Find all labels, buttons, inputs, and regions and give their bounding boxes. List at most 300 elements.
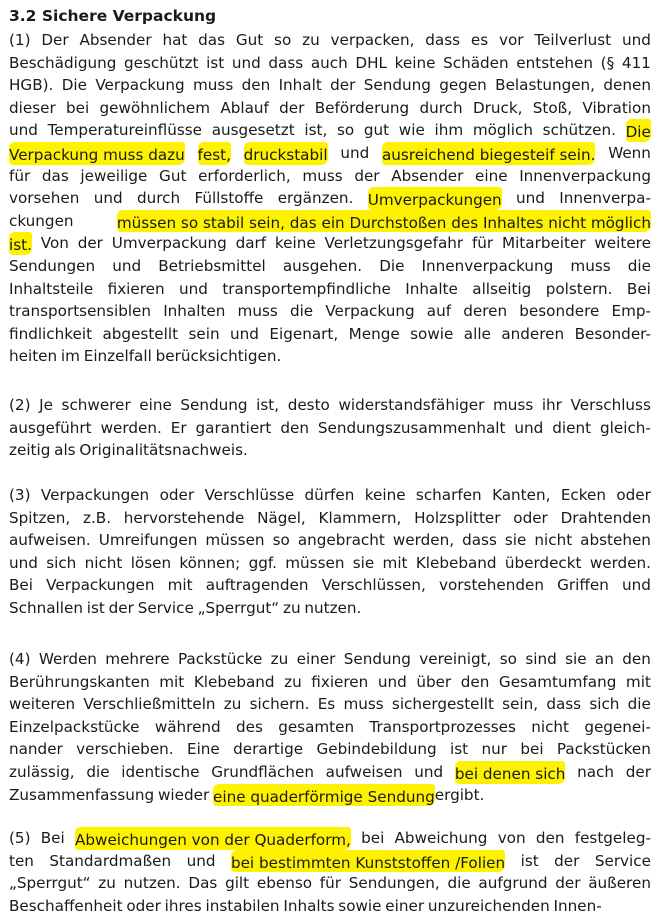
word: zulässig, bbox=[9, 762, 75, 781]
word: nander bbox=[9, 740, 63, 759]
word: Sendungen, bbox=[348, 874, 440, 893]
word: dient bbox=[552, 418, 592, 437]
word: Werden bbox=[38, 650, 97, 668]
word: Einzelpackstücke bbox=[9, 717, 140, 736]
word: so bbox=[274, 31, 292, 49]
word: so bbox=[272, 531, 290, 550]
word: darf bbox=[235, 234, 267, 253]
text-line bbox=[9, 484, 651, 507]
word: nutzen. bbox=[123, 874, 181, 893]
word: mit bbox=[167, 576, 193, 595]
paragraph-3 bbox=[9, 484, 651, 620]
word: dass bbox=[268, 53, 304, 72]
word: keine bbox=[394, 53, 436, 72]
word: hervorstehende bbox=[123, 508, 245, 527]
word: Die bbox=[61, 76, 87, 95]
paragraph-5 bbox=[9, 827, 651, 917]
text-line bbox=[9, 827, 651, 850]
word: der bbox=[625, 762, 651, 781]
word: Innenverpa- bbox=[559, 189, 651, 208]
word: Verschluss bbox=[570, 396, 651, 414]
word: der bbox=[330, 76, 356, 95]
word: und bbox=[516, 189, 545, 208]
word: Teilverlust bbox=[534, 31, 612, 49]
word: und bbox=[340, 143, 370, 162]
word: z.B. bbox=[82, 508, 112, 527]
word: Verschlüsse bbox=[204, 486, 295, 504]
text-line bbox=[9, 74, 651, 97]
text-line bbox=[9, 552, 651, 575]
highlighted-text: müssen so stabil sein, das ein Durchstoßen des Inhaltes nicht möglich bbox=[117, 210, 651, 233]
word: Gut bbox=[235, 31, 264, 49]
word: werden. bbox=[100, 418, 162, 437]
text-line bbox=[9, 671, 651, 694]
word: zu bbox=[282, 598, 301, 617]
word: so bbox=[336, 121, 355, 140]
word: werden, bbox=[392, 531, 455, 550]
word: Schnallen bbox=[9, 598, 83, 617]
text-line bbox=[9, 300, 651, 323]
text-line bbox=[9, 278, 651, 301]
text-line bbox=[9, 738, 651, 761]
highlighted-text: ausreichend biegesteif sein. bbox=[382, 142, 595, 165]
word: ist, bbox=[256, 396, 280, 414]
word: denen bbox=[603, 76, 651, 95]
word: Abweichung bbox=[394, 829, 488, 847]
word: entstehen bbox=[516, 53, 594, 72]
word: Service bbox=[594, 851, 651, 870]
word: müssen bbox=[285, 553, 345, 572]
word: (1) bbox=[9, 31, 31, 49]
text-line bbox=[9, 52, 651, 75]
word: von bbox=[497, 829, 526, 847]
word: vorsehen bbox=[9, 189, 80, 208]
text-line bbox=[9, 417, 651, 440]
word: muss bbox=[193, 76, 234, 95]
word: (4) bbox=[9, 650, 31, 668]
word: derartige bbox=[233, 740, 304, 759]
word: mit bbox=[625, 672, 651, 691]
section-heading: 3.2 Sichere Verpackung bbox=[9, 7, 217, 25]
text-line bbox=[9, 693, 651, 716]
word: sichern. bbox=[249, 695, 310, 714]
word: überdeckt bbox=[504, 553, 582, 572]
highlighted-text: druckstabil bbox=[244, 142, 328, 165]
word: ggf. bbox=[248, 553, 277, 572]
word: sowie bbox=[338, 896, 382, 915]
word: (5) bbox=[9, 829, 31, 847]
word: Beschädigung bbox=[9, 53, 117, 72]
text-line bbox=[9, 119, 651, 142]
word: anderen bbox=[501, 324, 565, 343]
word: identische bbox=[121, 762, 200, 781]
word: Kanten, bbox=[492, 486, 551, 504]
word: angebracht bbox=[297, 531, 385, 550]
word: möglich bbox=[472, 121, 533, 140]
word: Ecken bbox=[560, 486, 606, 504]
word: scharfen bbox=[415, 486, 482, 504]
word: Inhalte bbox=[405, 279, 458, 298]
word: Beförderung bbox=[314, 98, 410, 117]
word: muss bbox=[237, 302, 278, 321]
word: Verpackungen bbox=[46, 576, 155, 595]
word: an bbox=[594, 650, 614, 668]
word: durch bbox=[419, 98, 463, 117]
word: widerstandsfähiger bbox=[338, 396, 485, 414]
word: als bbox=[54, 441, 76, 460]
word: Beschaffenheit bbox=[9, 896, 123, 915]
highlighted-text: Die bbox=[626, 119, 651, 142]
word: gewöhnlichem bbox=[99, 98, 211, 117]
word: fixieren bbox=[107, 279, 165, 298]
word: berücksichtigen. bbox=[155, 347, 282, 366]
word: deren bbox=[463, 302, 508, 321]
text-line bbox=[9, 97, 651, 120]
word: unzureichenden bbox=[427, 896, 550, 915]
word: Verpackung bbox=[325, 302, 415, 321]
word: Je bbox=[39, 396, 53, 414]
word: keine bbox=[274, 234, 316, 253]
word: Verschlüssen, bbox=[321, 576, 426, 595]
word: des bbox=[235, 717, 263, 736]
word: jeweilige bbox=[80, 166, 148, 185]
highlighted-text: Verpackung muss dazu bbox=[9, 142, 185, 165]
word: Belastungen, bbox=[495, 76, 596, 95]
text-line bbox=[9, 345, 651, 368]
text-line bbox=[9, 850, 651, 873]
word: Bei bbox=[626, 279, 651, 298]
word: Es bbox=[317, 695, 336, 714]
word: vor bbox=[499, 31, 524, 49]
word: sich bbox=[46, 553, 77, 572]
word: ihres bbox=[164, 896, 202, 915]
word: Inhalten bbox=[163, 302, 226, 321]
word: einer bbox=[385, 896, 425, 915]
word: und bbox=[112, 256, 142, 275]
text-line bbox=[9, 142, 651, 165]
word: Spitzen, bbox=[9, 508, 71, 527]
word: eine bbox=[475, 166, 508, 185]
word: dass bbox=[462, 531, 497, 550]
word: einer bbox=[296, 650, 336, 668]
word: hat bbox=[162, 31, 188, 49]
word: wieder bbox=[157, 785, 210, 804]
word: festgeleg- bbox=[574, 829, 651, 847]
word: ist bbox=[450, 740, 469, 759]
word: nur bbox=[481, 740, 507, 759]
word: DHL bbox=[355, 53, 387, 72]
word: Holzsplitter bbox=[414, 508, 501, 527]
word: und bbox=[514, 418, 544, 437]
word: und bbox=[231, 53, 261, 72]
word: ebenso bbox=[256, 874, 313, 893]
word: ist, bbox=[304, 121, 328, 140]
word: heiten bbox=[9, 347, 58, 366]
word: gegen bbox=[439, 76, 487, 95]
word: ausgehen. bbox=[282, 256, 363, 275]
highlighted-text: ist. bbox=[9, 232, 32, 255]
text-line bbox=[9, 187, 651, 210]
word: und bbox=[186, 851, 216, 870]
word: Stoß, bbox=[532, 98, 573, 117]
word: transportempfindliche bbox=[222, 279, 391, 298]
word: müssen bbox=[205, 531, 265, 550]
text-line bbox=[9, 574, 651, 597]
paragraph-4 bbox=[9, 648, 651, 806]
word: ihr bbox=[541, 396, 562, 414]
word: fixieren bbox=[311, 672, 369, 691]
text-line bbox=[9, 165, 651, 188]
word: zu bbox=[270, 650, 289, 668]
word: sein, bbox=[502, 695, 539, 714]
text-line bbox=[9, 29, 651, 52]
word: Service bbox=[137, 598, 194, 617]
word: Inhalt bbox=[278, 76, 322, 95]
word: den bbox=[280, 418, 309, 437]
word: während bbox=[154, 717, 221, 736]
word: HGB). bbox=[9, 76, 54, 95]
word: äußeren bbox=[588, 874, 651, 893]
word: schützen. bbox=[542, 121, 616, 140]
word: Absender bbox=[391, 166, 464, 185]
word: Zusammenfassung bbox=[9, 785, 155, 804]
word: geschützt bbox=[124, 53, 199, 72]
word: auch bbox=[310, 53, 348, 72]
word: auf bbox=[426, 302, 452, 321]
word: der bbox=[108, 598, 134, 617]
word: ausgesetzt bbox=[211, 121, 295, 140]
text-line bbox=[9, 716, 651, 739]
word: gegenei- bbox=[584, 717, 651, 736]
word: abgestellt bbox=[102, 324, 179, 343]
word: muss bbox=[492, 396, 534, 414]
word: eine bbox=[139, 396, 172, 414]
word: es bbox=[470, 31, 489, 49]
paragraph-2 bbox=[9, 394, 651, 462]
word: nicht bbox=[534, 531, 573, 550]
word: sein bbox=[188, 324, 220, 343]
highlighted-text: bei denen sich bbox=[455, 761, 566, 784]
word: so bbox=[499, 650, 517, 668]
word: zeitig bbox=[9, 441, 51, 460]
word: muss bbox=[302, 166, 343, 185]
word: „Sperrgut“ bbox=[9, 874, 91, 893]
word: Füllstoffe bbox=[194, 189, 264, 208]
word: ergänzen. bbox=[277, 189, 354, 208]
word: Innenverpackung bbox=[421, 256, 554, 275]
word: werden. bbox=[589, 553, 651, 572]
word: der bbox=[555, 874, 581, 893]
word: keine bbox=[364, 486, 406, 504]
word: Verpackung bbox=[95, 76, 185, 95]
word: nach bbox=[577, 762, 615, 781]
word: Einzelfall bbox=[83, 347, 152, 366]
word: und bbox=[414, 762, 444, 781]
word: transportsensiblen bbox=[9, 302, 152, 321]
word: auftragenden bbox=[205, 576, 309, 595]
word: bei bbox=[520, 740, 544, 759]
text-line bbox=[9, 529, 651, 552]
word: Sendung bbox=[363, 76, 431, 95]
word: Mitarbeiter bbox=[501, 234, 586, 253]
word: Inhaltsteile bbox=[9, 279, 94, 298]
word: können; bbox=[179, 553, 241, 572]
word: sie bbox=[504, 531, 527, 550]
word: Innen- bbox=[553, 896, 602, 915]
text-line bbox=[9, 784, 651, 807]
word: Umreifungen bbox=[98, 531, 198, 550]
word: lösen bbox=[130, 553, 172, 572]
word: muss bbox=[343, 695, 384, 714]
word: und bbox=[377, 672, 407, 691]
word: Bei bbox=[9, 576, 33, 595]
word: mit bbox=[159, 672, 185, 691]
word: Sendung bbox=[180, 396, 248, 414]
word: die bbox=[447, 874, 471, 893]
word: der bbox=[77, 234, 103, 253]
word: und bbox=[9, 553, 38, 572]
word: bei bbox=[66, 98, 90, 117]
word: Schäden bbox=[443, 53, 509, 72]
word: Packstücke bbox=[177, 650, 263, 668]
word: verschieben. bbox=[76, 740, 174, 759]
highlighted-text: fest, bbox=[198, 142, 231, 165]
word: Menge bbox=[348, 324, 400, 343]
word: Inhalts bbox=[283, 896, 335, 915]
word: Standardmaßen bbox=[49, 851, 172, 870]
word: Er bbox=[170, 418, 187, 437]
word: Transportprozesses bbox=[369, 717, 516, 736]
word: den bbox=[241, 76, 271, 95]
word: Gebindebildung bbox=[316, 740, 437, 759]
word: muss bbox=[570, 256, 611, 275]
word: ausgeführt bbox=[9, 418, 92, 437]
word: Druck, bbox=[472, 98, 523, 117]
word: sichergestellt bbox=[391, 695, 494, 714]
word: zu bbox=[98, 874, 116, 893]
word: oder bbox=[616, 486, 651, 504]
word: ten bbox=[9, 851, 34, 870]
word: ihm bbox=[434, 121, 464, 140]
word: Packstücken bbox=[556, 740, 651, 759]
word: im bbox=[60, 347, 80, 366]
word: sowie bbox=[410, 324, 454, 343]
word: und bbox=[179, 279, 208, 298]
word: Klammern, bbox=[318, 508, 402, 527]
word: und bbox=[621, 31, 651, 49]
text-line bbox=[9, 648, 651, 671]
word: 411 bbox=[621, 53, 651, 72]
word: dieser bbox=[9, 98, 56, 117]
word: dass bbox=[425, 31, 461, 49]
word: Sendung bbox=[343, 650, 411, 668]
word: Klebeband bbox=[193, 672, 275, 691]
word: bei bbox=[361, 829, 385, 847]
text-line bbox=[9, 394, 651, 417]
word: (§ bbox=[600, 53, 615, 72]
word: gut bbox=[363, 121, 390, 140]
word: polstern. bbox=[545, 279, 613, 298]
word: aufweisen. bbox=[9, 531, 91, 550]
text-line bbox=[9, 761, 651, 784]
text-line bbox=[9, 323, 651, 346]
word: Griffen bbox=[557, 576, 609, 595]
word: über bbox=[416, 672, 452, 691]
word: Klebeband bbox=[415, 553, 497, 572]
word: nicht bbox=[84, 553, 123, 572]
word: Nägel, bbox=[257, 508, 306, 527]
text-line bbox=[9, 507, 651, 530]
word: Ablauf bbox=[220, 98, 269, 117]
word: Eine bbox=[186, 740, 220, 759]
word: desto bbox=[287, 396, 330, 414]
word: Das bbox=[188, 874, 218, 893]
word: ckungen bbox=[9, 211, 74, 230]
word: mit bbox=[382, 553, 408, 572]
highlighted-text: Umverpackungen bbox=[368, 187, 502, 210]
word: sich bbox=[589, 695, 620, 714]
word: Der bbox=[41, 31, 69, 49]
word: Gut bbox=[159, 166, 187, 185]
word: Verschließmitteln bbox=[83, 695, 216, 714]
word: verpacken, bbox=[330, 31, 415, 49]
word: Drahtenden bbox=[560, 508, 651, 527]
text-line bbox=[9, 872, 651, 895]
word: die bbox=[86, 762, 110, 781]
word: und bbox=[9, 121, 38, 140]
word: Bei bbox=[40, 829, 65, 847]
word: instabilen bbox=[205, 896, 280, 915]
word: den bbox=[460, 672, 490, 691]
word: weiteren bbox=[9, 695, 76, 714]
text-line bbox=[9, 597, 651, 620]
word: dürfen bbox=[304, 486, 355, 504]
word: vereinigt, bbox=[419, 650, 492, 668]
word: Grundflächen bbox=[211, 762, 314, 781]
word: die bbox=[289, 302, 314, 321]
text-line bbox=[9, 210, 651, 233]
word: Originalitätsnachweis. bbox=[79, 441, 248, 460]
word: besondere bbox=[519, 302, 600, 321]
word: Gesamtumfang bbox=[498, 672, 617, 691]
text-line bbox=[9, 255, 651, 278]
word: Verpackungen bbox=[40, 486, 150, 504]
word: Emp- bbox=[611, 302, 651, 321]
word: Die bbox=[379, 256, 405, 275]
word: das bbox=[198, 31, 226, 49]
word: wie bbox=[398, 121, 425, 140]
word: für bbox=[9, 166, 31, 185]
word: Besonder- bbox=[574, 324, 651, 343]
word: ist bbox=[520, 851, 539, 870]
word: Umverpackung bbox=[111, 234, 227, 253]
word: Innenverpackung bbox=[519, 166, 651, 185]
word: das bbox=[41, 166, 69, 185]
word: (3) bbox=[9, 486, 31, 504]
word: der bbox=[279, 98, 305, 117]
word: Temperatureinflüsse bbox=[47, 121, 203, 140]
word: sie bbox=[565, 650, 587, 668]
word: ergibt. bbox=[434, 785, 485, 804]
word: und bbox=[230, 324, 259, 343]
word: zu bbox=[223, 695, 242, 714]
word: den bbox=[535, 829, 565, 847]
word: abstehen bbox=[580, 531, 651, 550]
word: Vibration bbox=[582, 98, 651, 117]
word: gesamten bbox=[278, 717, 355, 736]
word: und bbox=[622, 576, 651, 595]
paragraph-1 bbox=[9, 29, 651, 368]
